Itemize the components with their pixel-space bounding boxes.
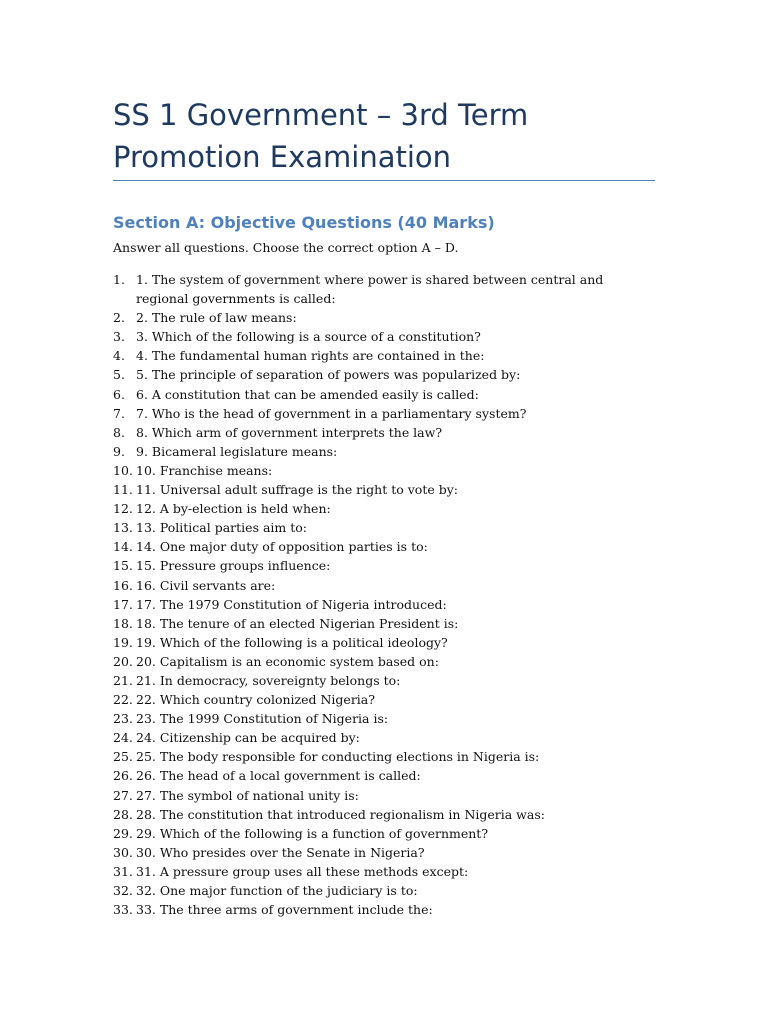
question-text: 27. The symbol of national unity is: [136,787,359,803]
question-text: 21. In democracy, sovereignty belongs to: [136,672,401,688]
question-item [113,346,653,365]
question-number: 2. [113,310,125,326]
question-item [113,843,653,862]
question-number: 17. [113,596,133,612]
question-number: 16. [113,577,133,593]
question-text: 2. The rule of law means: [136,310,297,326]
question-item [113,385,653,404]
question-item [113,900,653,919]
question-text: 14. One major duty of opposition parties is to: [136,539,428,555]
question-item [113,270,653,308]
question-number: 24. [113,730,133,746]
question-number: 33. [113,902,133,918]
question-number: 1. [113,272,125,287]
question-text: 12. A by-election is held when: [136,501,331,517]
question-number: 23. [113,711,133,727]
question-text: 30. Who presides over the Senate in Nigeria? [136,844,425,860]
question-text: 31. A pressure group uses all these methods except: [136,863,469,879]
question-text: 3. Which of the following is a source of a constitution? [136,329,481,345]
question-number: 26. [113,768,133,784]
question-text: 33. The three arms of government include the: [136,902,433,918]
question-item [113,442,653,461]
question-text: 25. The body responsible for conducting elections in Nigeria is: [136,749,540,765]
section-heading: Section A: Objective Questions (40 Marks) [113,213,495,232]
question-text: 6. A constitution that can be amended easily is called: [136,386,479,402]
question-text: 17. The 1979 Constitution of Nigeria introduced: [136,596,447,612]
question-number: 9. [113,443,125,459]
question-number: 6. [113,386,125,402]
question-number: 21. [113,672,133,688]
question-item [113,499,653,518]
question-item [113,537,653,556]
question-item [113,766,653,785]
question-item [113,728,653,747]
question-item [113,805,653,824]
question-item [113,652,653,671]
question-text: 32. One major function of the judiciary is to: [136,883,418,898]
question-number: 28. [113,806,133,822]
question-number: 12. [113,501,133,517]
question-text: 22. Which country colonized Nigeria? [136,692,375,708]
question-item [113,786,653,805]
question-item [113,595,653,614]
question-text: 1. The system of government where power is shared between central and regional governments is called: [136,272,604,307]
question-text: 24. Citizenship can be acquired by: [136,730,360,746]
question-item [113,461,653,480]
question-number: 22. [113,692,133,708]
question-item [113,633,653,652]
question-number: 11. [113,482,133,498]
question-text: 26. The head of a local government is called: [136,768,421,784]
title-underline [113,180,655,181]
instructions-text: Answer all questions. Choose the correct option A – D. [113,240,459,255]
question-text: 20. Capitalism is an economic system based on: [136,653,439,669]
question-number: 5. [113,367,125,383]
question-number: 27. [113,787,133,803]
question-item [113,556,653,575]
question-item [113,576,653,595]
question-text: 7. Who is the head of government in a parliamentary system? [136,405,527,421]
question-text: 13. Political parties aim to: [136,520,307,536]
question-item [113,824,653,843]
question-number: 14. [113,539,133,555]
question-item [113,308,653,327]
question-text: 11. Universal adult suffrage is the right to vote by: [136,482,458,498]
question-number: 30. [113,844,133,860]
question-item [113,327,653,346]
question-text: 18. The tenure of an elected Nigerian President is: [136,615,459,631]
question-text: 9. Bicameral legislature means: [136,443,338,459]
question-number: 13. [113,520,133,536]
question-number: 7. [113,405,125,421]
question-number: 10. [113,462,133,478]
question-text: 28. The constitution that introduced regionalism in Nigeria was: [136,806,545,822]
question-item [113,671,653,690]
question-number: 19. [113,634,133,650]
question-text: 19. Which of the following is a political ideology? [136,634,448,650]
question-text: 10. Franchise means: [136,462,273,478]
question-item [113,423,653,442]
question-number: 25. [113,749,133,765]
question-text: 15. Pressure groups influence: [136,558,331,574]
question-number: 20. [113,653,133,669]
document-title: SS 1 Government – 3rd Term Promotion Examination [113,98,529,174]
question-item [113,747,653,766]
question-item [113,518,653,537]
question-list [113,270,653,919]
question-text: 5. The principle of separation of powers was popularized by: [136,367,521,383]
question-text: 16. Civil servants are: [136,577,276,593]
question-number: 3. [113,329,125,345]
question-text: 4. The fundamental human rights are contained in the: [136,348,485,364]
question-item [113,690,653,709]
question-text: 23. The 1999 Constitution of Nigeria is: [136,711,389,727]
question-item [113,862,653,881]
question-number: 4. [113,348,125,364]
question-number: 8. [113,424,125,440]
question-item [113,709,653,728]
question-item [113,365,653,384]
question-item [113,881,653,900]
question-number: 18. [113,615,133,631]
question-number: 15. [113,558,133,574]
question-item [113,404,653,423]
question-item [113,480,653,499]
question-item [113,614,653,633]
question-text: 8. Which arm of government interprets the law? [136,424,443,440]
question-number: 32. [113,883,133,898]
question-text: 29. Which of the following is a function of government? [136,825,489,841]
question-number: 31. [113,863,133,879]
question-number: 29. [113,825,133,841]
